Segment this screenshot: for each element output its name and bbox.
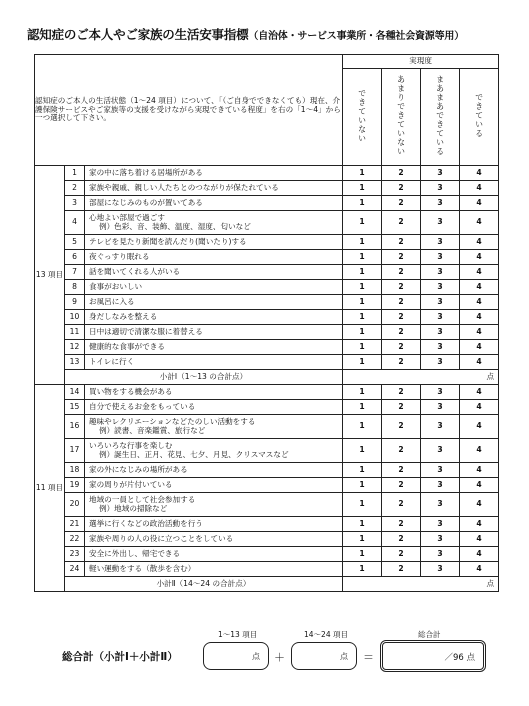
- score-option-1[interactable]: 1: [343, 325, 382, 340]
- score-option-1[interactable]: 1: [343, 340, 382, 355]
- group-label-2: 11 項目: [35, 385, 65, 592]
- item-label: 地域の一員として社会参加する: [89, 494, 196, 504]
- score-option-1[interactable]: 1: [343, 295, 382, 310]
- item-label: いろいろな行事を楽しむ: [89, 440, 173, 450]
- score-option-4[interactable]: 4: [460, 181, 499, 196]
- score-option-2[interactable]: 2: [382, 340, 421, 355]
- score-option-3[interactable]: 3: [421, 415, 460, 439]
- score-option-3[interactable]: 3: [421, 517, 460, 532]
- item-label: テレビを見たり新聞を読んだり(聞いたり)する: [89, 236, 247, 246]
- item-text: [85, 280, 343, 295]
- score-option-2[interactable]: 2: [382, 547, 421, 562]
- item-number: 16: [65, 415, 85, 439]
- score-option-4[interactable]: 4: [460, 415, 499, 439]
- score-option-3[interactable]: 3: [421, 265, 460, 280]
- item-label: お風呂に入る: [89, 296, 135, 306]
- item-example: 例）色彩、音、装飾、温度、湿度、匂いなど: [99, 221, 251, 231]
- scale-header: 実現度: [343, 55, 499, 69]
- score-option-2[interactable]: 2: [382, 325, 421, 340]
- item-label: 家の周りが片付いている: [89, 479, 173, 489]
- score-option-2[interactable]: 2: [382, 463, 421, 478]
- group-label-1: 13 項目: [35, 166, 65, 385]
- table-row: [35, 355, 499, 370]
- item-label: 部屋になじみのものが置いてある: [89, 197, 203, 207]
- item-number: 2: [65, 181, 85, 196]
- subtotal1-value[interactable]: 点: [343, 370, 499, 385]
- score-option-1[interactable]: 1: [343, 517, 382, 532]
- form-title-main: 認知症のご本人やご家族の生活安事指標: [27, 27, 249, 42]
- equals-sign: ＝: [363, 651, 374, 664]
- item-text: [85, 181, 343, 196]
- item-text: [85, 250, 343, 265]
- score-option-1[interactable]: 1: [343, 310, 382, 325]
- table-row: [35, 415, 499, 439]
- score-option-1[interactable]: 1: [343, 400, 382, 415]
- item-number: 1: [65, 166, 85, 181]
- item-text: [85, 493, 343, 517]
- score-option-3[interactable]: 3: [421, 385, 460, 400]
- score-option-2[interactable]: 2: [382, 400, 421, 415]
- score-option-3[interactable]: 3: [421, 478, 460, 493]
- item-example: 例）誕生日、正月、花見、七夕、月見、クリスマスなど: [99, 449, 289, 459]
- score-option-1[interactable]: 1: [343, 493, 382, 517]
- item-number: 23: [65, 547, 85, 562]
- item-label: 家族や周りの人の役に立つことをしている: [89, 533, 234, 543]
- score-option-1[interactable]: 1: [343, 532, 382, 547]
- scale-label-1: できていない: [343, 69, 382, 166]
- score-option-3[interactable]: 3: [421, 280, 460, 295]
- subtotal1-row: [35, 370, 499, 385]
- score-option-4[interactable]: 4: [460, 310, 499, 325]
- score-option-4[interactable]: 4: [460, 562, 499, 577]
- item-label: 心地よい部屋で過ごす: [89, 212, 165, 222]
- total-section: [46, 625, 506, 675]
- score-option-1[interactable]: 1: [343, 547, 382, 562]
- table-row: [35, 325, 499, 340]
- grand-total-box[interactable]: ／96 点: [380, 640, 486, 672]
- item-number: 19: [65, 478, 85, 493]
- score-option-2[interactable]: 2: [382, 517, 421, 532]
- item-number: 20: [65, 493, 85, 517]
- score-option-2[interactable]: 2: [382, 385, 421, 400]
- item-number: 15: [65, 400, 85, 415]
- score-option-3[interactable]: 3: [421, 439, 460, 463]
- score-option-2[interactable]: 2: [382, 166, 421, 181]
- item-text: [85, 355, 343, 370]
- form-title: [27, 25, 517, 43]
- scale-label-2: あまりできていない: [382, 69, 421, 166]
- table-row: [35, 235, 499, 250]
- item-label: 食事がおいしい: [89, 281, 143, 291]
- score-option-2[interactable]: 2: [382, 562, 421, 577]
- score-option-1[interactable]: 1: [343, 280, 382, 295]
- score-option-2[interactable]: 2: [382, 532, 421, 547]
- score-option-3[interactable]: 3: [421, 295, 460, 310]
- score-option-3[interactable]: 3: [421, 310, 460, 325]
- score-option-3[interactable]: 3: [421, 547, 460, 562]
- table-row: [35, 385, 499, 400]
- score-option-4[interactable]: 4: [460, 265, 499, 280]
- item-number: 11: [65, 325, 85, 340]
- score-option-1[interactable]: 1: [343, 181, 382, 196]
- item-text: [85, 415, 343, 439]
- subtotal2-box[interactable]: 点: [291, 642, 357, 670]
- item-text: [85, 439, 343, 463]
- table-row: [35, 295, 499, 310]
- table-row: [35, 400, 499, 415]
- item-text: [85, 196, 343, 211]
- item-text: [85, 235, 343, 250]
- score-option-4[interactable]: 4: [460, 355, 499, 370]
- item-label: 健康的な食事ができる: [89, 341, 165, 351]
- score-option-3[interactable]: 3: [421, 166, 460, 181]
- item-text: [85, 547, 343, 562]
- score-option-2[interactable]: 2: [382, 355, 421, 370]
- score-option-1[interactable]: 1: [343, 211, 382, 235]
- item-number: 5: [65, 235, 85, 250]
- table-row: [35, 517, 499, 532]
- item-number: 21: [65, 517, 85, 532]
- form-title-sub: （自治体・サービス事業所・各種社会資源等用）: [248, 31, 465, 42]
- table-row: [35, 532, 499, 547]
- score-option-2[interactable]: 2: [382, 250, 421, 265]
- subtotal1-box[interactable]: 点: [203, 642, 269, 670]
- score-option-2[interactable]: 2: [382, 265, 421, 280]
- score-option-2[interactable]: 2: [382, 196, 421, 211]
- item-label: 身だしなみを整える: [89, 311, 158, 321]
- item-label: 安全に外出し、帰宅できる: [89, 548, 181, 558]
- table-row: [35, 250, 499, 265]
- subtotal2-row: [35, 577, 499, 592]
- score-option-4[interactable]: 4: [460, 478, 499, 493]
- score-option-1[interactable]: 1: [343, 439, 382, 463]
- table-row: [35, 181, 499, 196]
- item-text: [85, 463, 343, 478]
- item-number: 4: [65, 211, 85, 235]
- score-option-3[interactable]: 3: [421, 250, 460, 265]
- score-option-3[interactable]: 3: [421, 400, 460, 415]
- item-number: 18: [65, 463, 85, 478]
- score-option-1[interactable]: 1: [343, 562, 382, 577]
- score-option-1[interactable]: 1: [343, 166, 382, 181]
- item-label: 家族や親戚、親しい人たちとのつながりが保たれている: [89, 182, 279, 192]
- score-option-4[interactable]: 4: [460, 532, 499, 547]
- score-option-4[interactable]: 4: [460, 385, 499, 400]
- score-option-4[interactable]: 4: [460, 547, 499, 562]
- score-option-1[interactable]: 1: [343, 235, 382, 250]
- score-option-1[interactable]: 1: [343, 478, 382, 493]
- box2-caption: 14〜24 項目: [304, 630, 348, 639]
- scale-label-3: まあまあできている: [421, 69, 460, 166]
- item-label: 家の中に落ち着ける居場所がある: [89, 167, 203, 177]
- subtotal2-label: 小計Ⅱ（14〜24 の合計点）: [65, 577, 343, 592]
- item-number: 6: [65, 250, 85, 265]
- table-row: [35, 166, 499, 181]
- total-label: 総合計（小計Ⅰ＋小計Ⅱ）: [62, 651, 178, 663]
- item-example: 例）読書、音楽鑑賞、旅行など: [99, 425, 206, 435]
- score-option-4[interactable]: 4: [460, 295, 499, 310]
- item-text: [85, 385, 343, 400]
- score-option-3[interactable]: 3: [421, 532, 460, 547]
- scale-label-4: できている: [460, 69, 499, 166]
- score-option-4[interactable]: 4: [460, 463, 499, 478]
- score-option-1[interactable]: 1: [343, 415, 382, 439]
- item-label: 趣味やレクリエーションなどたのしい活動をする: [89, 416, 256, 426]
- item-example: 例）地域の掃除など: [99, 503, 168, 513]
- score-option-2[interactable]: 2: [382, 295, 421, 310]
- score-option-1[interactable]: 1: [343, 250, 382, 265]
- item-number: 8: [65, 280, 85, 295]
- score-option-1[interactable]: 1: [343, 385, 382, 400]
- assessment-table: [34, 54, 499, 592]
- item-number: 22: [65, 532, 85, 547]
- score-option-4[interactable]: 4: [460, 211, 499, 235]
- item-text: [85, 325, 343, 340]
- item-label: 軽い運動をする（散歩を含む）: [89, 563, 196, 573]
- item-label: 話を聞いてくれる人がいる: [89, 266, 181, 276]
- subtotal1-label: 小計Ⅰ（1〜13 の合計点）: [65, 370, 343, 385]
- item-number: 13: [65, 355, 85, 370]
- item-text: [85, 478, 343, 493]
- score-option-2[interactable]: 2: [382, 310, 421, 325]
- score-option-2[interactable]: 2: [382, 478, 421, 493]
- item-text: [85, 211, 343, 235]
- score-option-1[interactable]: 1: [343, 463, 382, 478]
- table-row: [35, 478, 499, 493]
- table-row: [35, 340, 499, 355]
- item-text: [85, 340, 343, 355]
- score-option-2[interactable]: 2: [382, 181, 421, 196]
- item-text: [85, 310, 343, 325]
- score-option-4[interactable]: 4: [460, 340, 499, 355]
- item-number: 24: [65, 562, 85, 577]
- score-option-4[interactable]: 4: [460, 400, 499, 415]
- item-text: [85, 532, 343, 547]
- score-option-1[interactable]: 1: [343, 196, 382, 211]
- score-option-1[interactable]: 1: [343, 265, 382, 280]
- score-option-3[interactable]: 3: [421, 463, 460, 478]
- table-row: [35, 439, 499, 463]
- score-option-3[interactable]: 3: [421, 196, 460, 211]
- item-label: 日中は適切で清潔な服に着替える: [89, 326, 203, 336]
- item-text: [85, 517, 343, 532]
- score-option-3[interactable]: 3: [421, 562, 460, 577]
- score-option-3[interactable]: 3: [421, 211, 460, 235]
- score-option-2[interactable]: 2: [382, 415, 421, 439]
- table-row: [35, 211, 499, 235]
- plus-sign: ＋: [274, 651, 285, 664]
- score-option-1[interactable]: 1: [343, 355, 382, 370]
- item-text: [85, 295, 343, 310]
- instructions: 認知症のご本人の生活状態（1〜24 項目）について、「（ご自身でできなくても）現在、介護保険サービスやご家族等の支援を受けながら実現できている程度」を右の「1〜4」から一つ選択して下さい。: [35, 55, 343, 166]
- score-option-2[interactable]: 2: [382, 235, 421, 250]
- score-option-2[interactable]: 2: [382, 280, 421, 295]
- item-number: 17: [65, 439, 85, 463]
- table-row: [35, 310, 499, 325]
- score-option-3[interactable]: 3: [421, 355, 460, 370]
- table-row: [35, 280, 499, 295]
- table-row: [35, 463, 499, 478]
- score-option-3[interactable]: 3: [421, 493, 460, 517]
- score-option-4[interactable]: 4: [460, 250, 499, 265]
- item-label: トイレに行く: [89, 356, 135, 366]
- table-row: [35, 196, 499, 211]
- item-text: [85, 400, 343, 415]
- score-option-4[interactable]: 4: [460, 325, 499, 340]
- item-label: 自分で使えるお金をもっている: [89, 401, 196, 411]
- item-number: 7: [65, 265, 85, 280]
- item-number: 9: [65, 295, 85, 310]
- box1-caption: 1〜13 項目: [218, 630, 258, 639]
- score-option-4[interactable]: 4: [460, 280, 499, 295]
- item-label: 買い物をする機会がある: [89, 386, 173, 396]
- score-option-4[interactable]: 4: [460, 517, 499, 532]
- score-option-4[interactable]: 4: [460, 235, 499, 250]
- table-row: [35, 562, 499, 577]
- score-option-4[interactable]: 4: [460, 493, 499, 517]
- item-text: [85, 166, 343, 181]
- score-option-3[interactable]: 3: [421, 235, 460, 250]
- score-option-3[interactable]: 3: [421, 325, 460, 340]
- item-label: 家の外になじみの場所がある: [89, 464, 188, 474]
- score-option-2[interactable]: 2: [382, 493, 421, 517]
- box3-caption: 総合計: [418, 630, 441, 639]
- score-option-4[interactable]: 4: [460, 439, 499, 463]
- item-number: 3: [65, 196, 85, 211]
- table-row: [35, 493, 499, 517]
- score-option-2[interactable]: 2: [382, 211, 421, 235]
- item-label: 選挙に行くなどの政治活動を行う: [89, 518, 203, 528]
- item-text: [85, 562, 343, 577]
- score-option-2[interactable]: 2: [382, 439, 421, 463]
- table-row: [35, 265, 499, 280]
- table-row: [35, 547, 499, 562]
- score-option-3[interactable]: 3: [421, 181, 460, 196]
- score-option-4[interactable]: 4: [460, 196, 499, 211]
- item-number: 12: [65, 340, 85, 355]
- subtotal2-value[interactable]: 点: [343, 577, 499, 592]
- item-text: [85, 265, 343, 280]
- item-label: 夜ぐっすり眠れる: [89, 251, 150, 261]
- item-number: 14: [65, 385, 85, 400]
- item-number: 10: [65, 310, 85, 325]
- score-option-4[interactable]: 4: [460, 166, 499, 181]
- score-option-3[interactable]: 3: [421, 340, 460, 355]
